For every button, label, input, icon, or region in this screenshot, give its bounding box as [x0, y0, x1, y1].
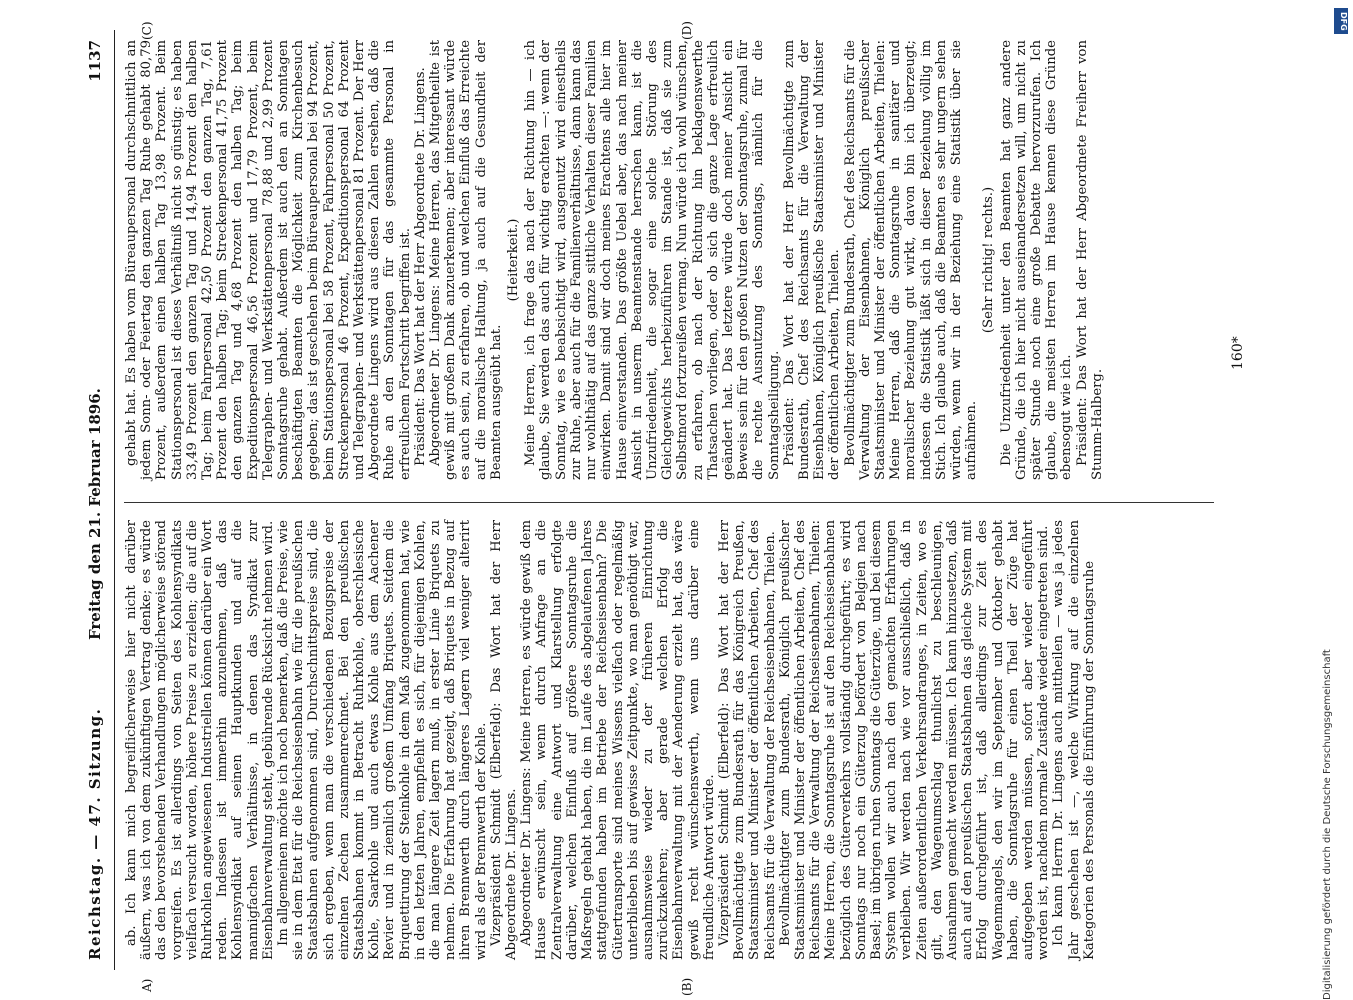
paragraph: Präsident: Das Wort hat der Herr Abgeordnete Dr. Lingens.: [412, 67, 428, 466]
paragraph: Bevollmächtigter zum Bundesrath, Königlich preußischer Staatsminister und Minister der öffentlichen Arbeiten, Chef des Reichsamts für die Verwaltung der Reichseisenbahnen, Thielen: Meine Herren, die Sonntagsruhe ist auf den Reichseisenbahnen bezüglich des Güterverkehrs vollständig durchgeführt; es wird Sonntags nur noch ein Güterzug befördert von Belgien nach Basel; im übrigen ruhen Sonntags die Güterzüge, und bei diesem System wollen wir auch nach den gemachten Erfahrungen verbleiben. Wir werden nach wie vor ausschließlich, daß in Zeiten außerordentlichen Verkehrsandranges, in Zeiten, wo es gilt, den Wagenumschlag thunlichst zu beschleunigen, Ausnahmen gemacht werden müssen. Ich kann hinzusetzen, daß auch auf den preußischen Staatsbahnen das gleiche System mit Erfolg durchgeführt ist, daß allerdings zur Zeit des Wagenmangels, den wir im September und Oktober gehabt haben, die Sonntagsruhe für einen Theil der Züge hat aufgegeben werden müssen, sofort aber wieder eingeführt worden ist, nachdem normale Zustände wieder eingetreten sind.: [777, 520, 1052, 960]
paragraph: Bevollmächtigter zum Bundesrath, Chef des Reichsamts für die Verwaltung der Eisenbahnen, Königlich preußischer Staatsminister und Minister der öffentlichen Arbeiten, Thielen: Meine Herren, daß die Sonntagsruhe in sanitärer und moralischer Beziehung gut wirkt, davon bin ich überzeugt; indessen die Statistik läßt sich in dieser Beziehung völlig im Stich. Ich glaube auch, daß die Beamten es sehr ungern sehen würden, wenn wir in der Beziehung eine Statistik über sie aufnähmen.: [842, 40, 980, 480]
margin-marker-b: (B): [680, 977, 694, 996]
margin-marker-a: A): [140, 978, 154, 992]
paragraph: ab. Ich kann mich begreiflicherweise hier nicht darüber äußern, was ich von dem zukünftigen Vertrag denke; es würde das den bevorstehenden Verhandlungen möglicherweise störend vorgreifen. Es ist allerdings von Seiten des Kohlensyndikats vielfach versucht worden, höhere Preise zu erzielen; die auf die Ruhrkohlen angewiesenen Industriellen können darüber ein Wort reden. Indessen ist immerhin anzunehmen, daß das Kohlensyndikat auf seinen Hauptkunden und auf die mannigfachen Verhältnisse, in denen das Syndikat zur Eisenbahnverwaltung steht, gebührende Rücksicht nehmen wird.: [124, 520, 276, 960]
paragraph: gehabt hat. Es haben vom Büreaupersonal durchschnittlich an jedem Sonn- oder Feiertag den ganzen Tag Ruhe gehabt 80,79 Prozent, außerdem einen halben Tag 13,98 Prozent. Beim Stationspersonal ist dieses Verhältniß nicht so günstig; es haben 33,49 Prozent den ganzen Tag und 14,94 Prozent den halben Tag; beim Fahrpersonal 42,50 Prozent den ganzen Tag, 7,61 Prozent den halben Tag; beim Streckenpersonal 41,75 Prozent den ganzen Tag und 4,68 Prozent den halben Tag; beim Expeditionspersonal 46,56 Prozent und 17,79 Prozent, beim Telegraphen- und Werkstättenpersonal 78,88 und 2,99 Prozent Sonntagsruhe gehabt. Außerdem ist auch den an Sonntagen beschäftigten Beamten die Möglichkeit zum Kirchenbesuch gegeben; das ist geschehen beim Büreaupersonal bei 94 Prozent, beim Stationspersonal bei 58 Prozent, Fahrpersonal 50 Prozent, Streckenpersonal 46 Prozent, Expeditionspersonal 64 Prozent und Telegraphen- und Werkstättenpersonal 81 Prozent. Der Herr Abgeordnete Lingens wird aus diesen Zahlen ersehen, daß die Ruhe an den Sonntagen für das gesammte Personal in erfreulichem Fortschritt begriffen ist.: [124, 40, 413, 480]
right-column: [124, 40, 1105, 480]
paragraph: Die Unzufriedenheit unter den Beamten hat ganz andere Gründe, die ich hier nicht auseinandersetzen will, um nicht zu später Stunde noch eine große Debatte hervorzurufen. Ich glaube, die meisten Herren im Hause kennen diese Gründe ebensogut wie ich.: [998, 40, 1075, 480]
document-page: [80, 0, 1330, 1000]
stage-direction: (Heiterkeit.): [506, 218, 522, 302]
paragraph: Ich kann Herrn Dr. Lingens auch mittheilen — was ja jedes Jahr geschehen ist —, welche Wirkung auf die einzelnen Kategorien des Personals die Einführung der Sonntagsruhe: [1051, 520, 1097, 960]
margin-marker-d: (D): [680, 21, 694, 40]
paragraph: Vizepräsident Schmidt (Elberfeld): Das Wort hat der Herr Abgeordnete Dr. Lingens.: [488, 520, 520, 960]
header-page-number: 1137: [86, 40, 104, 82]
paragraph: Präsident: Das Wort hat der Herr Abgeordnete Freiherr von Stumm-Halberg.: [1074, 40, 1105, 480]
dfg-logo: DFG: [1334, 8, 1348, 34]
paragraph: Präsident: Das Wort hat der Herr Bevollmächtigte zum Bundesrath, Chef des Reichsamts für die Verwaltung der Eisenbahnen, Königlich preußische Staatsminister und Minister der öffentlichen Arbeiten, Thielen.: [781, 40, 843, 480]
paragraph: Vizepräsident Schmidt (Elberfeld): Das Wort hat der Herr Bevollmächtigte zum Bundesrath für das Königreich Preußen, Staatsminister und Minister der öffentlichen Arbeiten, Chef des Reichsamts für die Verwaltung der Reichseisenbahnen, Thielen.: [716, 520, 778, 960]
digitization-note: Digitalisierung gefördert durch die Deutsche Forschungsgemeinschaft: [1322, 649, 1333, 1000]
stage-direction: (Sehr richtig! rechts.): [981, 186, 997, 334]
signature-mark: 160*: [1230, 336, 1246, 370]
column-divider: [124, 502, 1214, 503]
paragraph: Abgeordneter Dr. Lingens: Meine Herren, es würde gewiß dem Hause erwünscht sein, wenn durch Anfrage an die Zentralverwaltung eine Antwort und Klarstellung erfolgte darüber, welchen Einfluß auf größere Sonntagsruhe die Maßregeln gehabt haben, die im Laufe des abgelaufenen Jahres stattgefunden haben im Betriebe der Reichseisenbahn? Die Gütertransporte sind meines Wissens vielfach oder regelmäßig unterblieben bis auf gewisse Zeitpunkte, wo man genöthigt war, ausnahmsweise wieder zu der früheren Einrichtung zurückzukehren; aber gerade welchen Erfolg die Eisenbahnverwaltung mit der Aenderung erzielt hat, das wäre gewiß recht wünschenswerth, wenn uns darüber eine freundliche Antwort würde.: [519, 520, 717, 960]
page-header: [80, 0, 116, 1000]
margin-marker-c: (C): [140, 21, 154, 40]
paragraph: Im allgemeinen möchte ich noch bemerken, daß die Preise, wie sie in dem Etat für die Reichseisenbahn wie für die preußischen Staatsbahnen aufgenommen sind, Durchschnittspreise sind, die sich ergeben, wenn man die verschiedenen Bezugspreise der einzelnen Zechen zusammenrechnet. Bei den preußischen Staatsbahnen kommt in Betracht Ruhrkohle, oberschlesische Kohle, Saarkohle und auch etwas Kohle aus dem Aachener Revier und in ziemlich großem Umfang Briquets. Seitdem die Briquettirung der Steinkohle in dem Maß zugenommen hat, wie in den letzten Jahren, empfiehlt es sich, für diejenigen Kohlen, die man längere Zeit lagern muß, in erster Linie Briquets zu nehmen. Die Erfahrung hat gezeigt, daß Briquets in Bezug auf ihren Brennwerth durch längeres Lagern viel weniger alterirt wird als der Brennwerth der Kohle.: [276, 520, 489, 960]
left-column: [124, 520, 1097, 960]
header-rule: [114, 30, 115, 970]
header-date: Freitag den 21. Februar 1896.: [86, 388, 104, 640]
paragraph: Abgeordneter Dr. Lingens: Meine Herren, das Mitgetheilte ist gewiß mit großem Dank anzuerkennen; aber interessant würde es auch sein, zu erfahren, ob und welchen Einfluß das Erreichte auf die moralische Haltung, ja auch auf die Gesundheit der Beamten ausgeübt hat.: [428, 40, 504, 480]
paragraph: Meine Herren, ich frage das nach der Richtung hin — ich glaube, Sie werden das auch für wichtig erachten —: wenn der Sonntag, wie es beabsichtigt wird, ausgenutzt wird einestheils zur Ruhe, aber auch für die Familienverhältnisse, dann kann das nur wohlthätig auf das ganze sittliche Verhalten dieser Familien einwirken. Damit sind wir doch meines Erachtens alle hier im Hause einverstanden. Das größte Uebel aber, das nach meiner Ansicht in unserm Beamtenstande herrschen kann, ist die Unzufriedenheit, die sogar eine solche Störung des Gleichgewichts herbeizuführen im Stande ist, daß sie zum Selbstmord fortzureißen vermag. Nun würde ich wohl wünschen, zu erfahren, ob nach der Richtung hin beklagenswerthe Thatsachen vorliegen, oder ob sich die ganze Lage erfreulich geändert hat. Das letztere würde doch meiner Ansicht ein Beweis sein für den großen Nutzen der Sonntagsruhe, zumal für die rechte Ausnutzung des Sonntags, nämlich für die Sonntagsheiligung.: [523, 40, 782, 480]
header-session: Reichstag. — 47. Sitzung.: [86, 707, 104, 960]
